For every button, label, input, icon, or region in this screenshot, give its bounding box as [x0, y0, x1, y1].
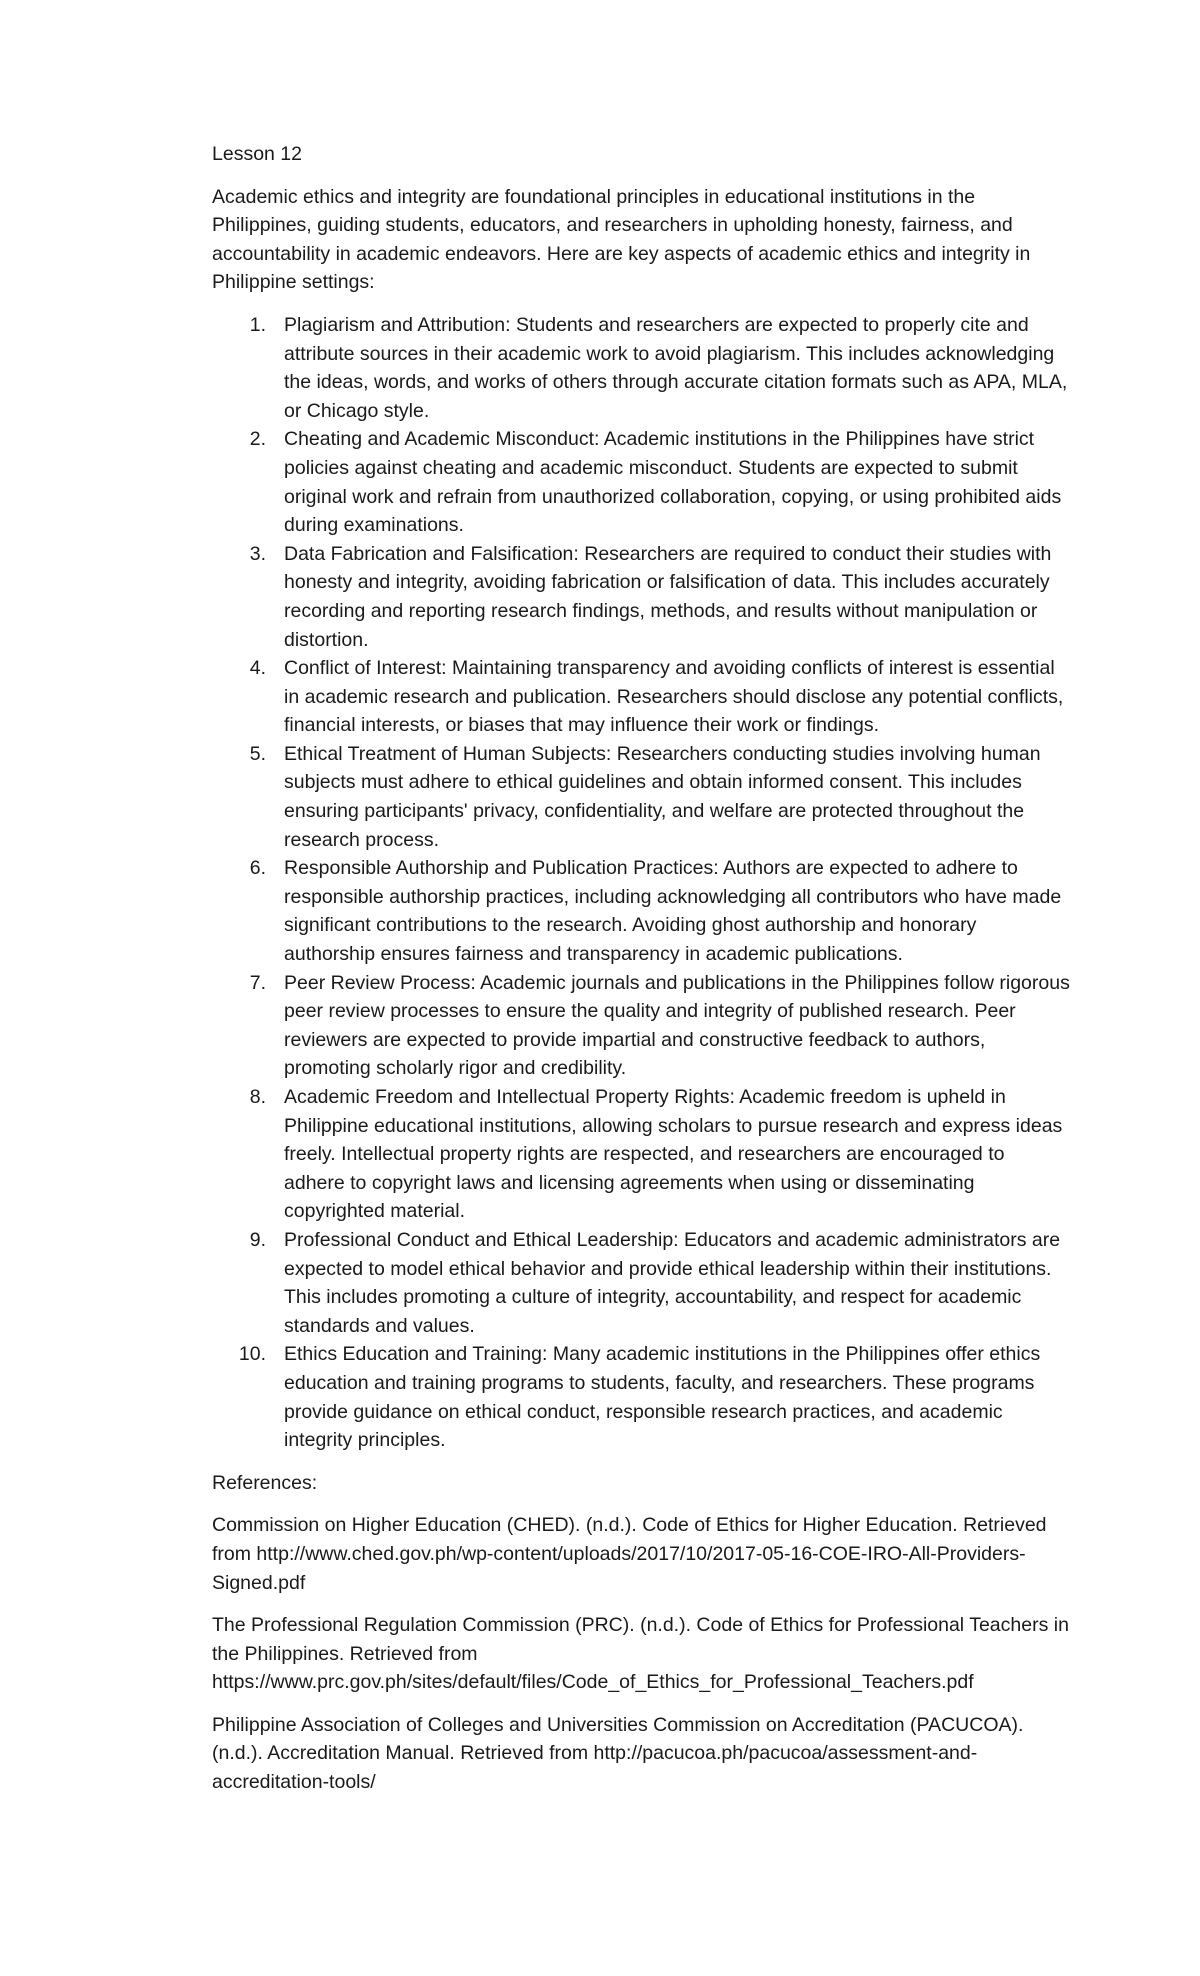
list-item-text: Academic Freedom and Intellectual Property Rights: Academic freedom is upheld in Philippine educational institutions, allowing scholars to pursue research and express ideas freely. Intellectual property rights are respected, and researchers are encouraged to adhere to copyright laws and licensing agreements when using or disseminating copyrighted material.	[284, 1086, 1063, 1223]
list-item-text: Ethics Education and Training: Many academic institutions in the Philippines offer ethics education and training programs to students, faculty, and researchers. These programs provide guidance on ethical conduct, responsible research practices, and academic integrity principles.	[284, 1343, 1041, 1452]
reference-entry: Philippine Association of Colleges and Universities Commission on Accreditation (PACUCOA). (n.d.). Accreditation Manual. Retrieved from http://pacucoa.ph/pacucoa/assessment-and-accreditation-tools/	[212, 1713, 1024, 1794]
key-aspects-list	[212, 311, 1070, 1455]
list-item-text: Peer Review Process: Academic journals and publications in the Philippines follow rigorous peer review processes to ensure the quality and integrity of published research. Peer reviewers are expected to provide impartial and constructive feedback to authors, promoting scholarly rigor and credibility.	[284, 971, 1070, 1080]
lesson-title: Lesson 12	[212, 143, 302, 165]
list-item-text: Responsible Authorship and Publication Practices: Authors are expected to adhere to responsible authorship practices, including acknowledging all contributors who have made significant contributions to the research. Avoiding ghost authorship and honorary authorship ensures fairness and transparency in academic publications.	[284, 857, 1062, 966]
references-heading: References:	[212, 1471, 318, 1494]
list-item-number: 5.	[249, 742, 266, 765]
list-item-number: 7.	[249, 971, 266, 994]
list-item	[212, 969, 1070, 1083]
list-item-number: 8.	[249, 1086, 266, 1108]
list-item-text: Plagiarism and Attribution: Students and researchers are expected to properly cite and attribute sources in their academic work to avoid plagiarism. This includes acknowledging the ideas, words, and works of others through accurate citation formats such as APA, MLA, or Chicago style.	[284, 313, 1068, 422]
list-item-number: 10.	[238, 1343, 266, 1366]
list-item	[212, 854, 1070, 968]
reference-entry: The Professional Regulation Commission (PRC). (n.d.). Code of Ethics for Professional Teachers in the Philippines. Retrieved from https://www.prc.gov.ph/sites/default/files/Code_of_Ethics_for_Professional_Teachers.pdf	[212, 1614, 1069, 1694]
list-item-text: Professional Conduct and Ethical Leadership: Educators and academic administrators are expected to model ethical behavior and provide ethical leadership within their institutions. This includes promoting a culture of integrity, accountability, and respect for academic standards and values.	[284, 1228, 1061, 1337]
list-item	[212, 1340, 1070, 1454]
reference-entry: Commission on Higher Education (CHED). (n.d.). Code of Ethics for Higher Education. Retrieved from http://www.ched.gov.ph/wp-content/uploads/2017/10/2017-05-16-COE-IRO-All-Providers-Signed.pdf	[212, 1514, 1047, 1594]
list-item	[212, 1083, 1070, 1226]
document-page	[212, 140, 1070, 1811]
intro-paragraph: Academic ethics and integrity are foundational principles in educational institutions in the Philippines, guiding students, educators, and researchers in upholding honesty, fairness, and accountability in academic endeavors. Here are key aspects of academic ethics and integrity in Philippine settings:	[212, 185, 1031, 294]
list-item-text: Conflict of Interest: Maintaining transparency and avoiding conflicts of interest is essential in academic research and publication. Researchers should disclose any potential conflicts, financial interests, or biases that may influence their work or findings.	[284, 657, 1064, 737]
list-item-number: 4.	[249, 657, 266, 680]
list-item-text: Data Fabrication and Falsification: Researchers are required to conduct their studies with honesty and integrity, avoiding fabrication or falsification of data. This includes accurately recording and reporting research findings, methods, and results without manipulation or distortion.	[284, 542, 1052, 651]
list-item	[212, 311, 1070, 425]
list-item-number: 9.	[249, 1228, 266, 1251]
list-item-text: Ethical Treatment of Human Subjects: Researchers conducting studies involving human subjects must adhere to ethical guidelines and obtain informed consent. This includes ensuring participants' privacy, confidentiality, and welfare are protected throughout the research process.	[284, 742, 1041, 851]
list-item-number: 6.	[249, 857, 266, 880]
list-item	[212, 425, 1070, 539]
list-item	[212, 540, 1070, 654]
list-item	[212, 740, 1070, 854]
list-item	[212, 654, 1070, 740]
list-item-number: 3.	[249, 542, 266, 565]
list-item-text: Cheating and Academic Misconduct: Academic institutions in the Philippines have strict policies against cheating and academic misconduct. Students are expected to submit original work and refrain from unauthorized collaboration, copying, or using prohibited aids during examinations.	[284, 428, 1062, 537]
list-item	[212, 1226, 1070, 1340]
list-item-number: 2.	[249, 428, 266, 451]
list-item-number: 1.	[249, 313, 266, 336]
